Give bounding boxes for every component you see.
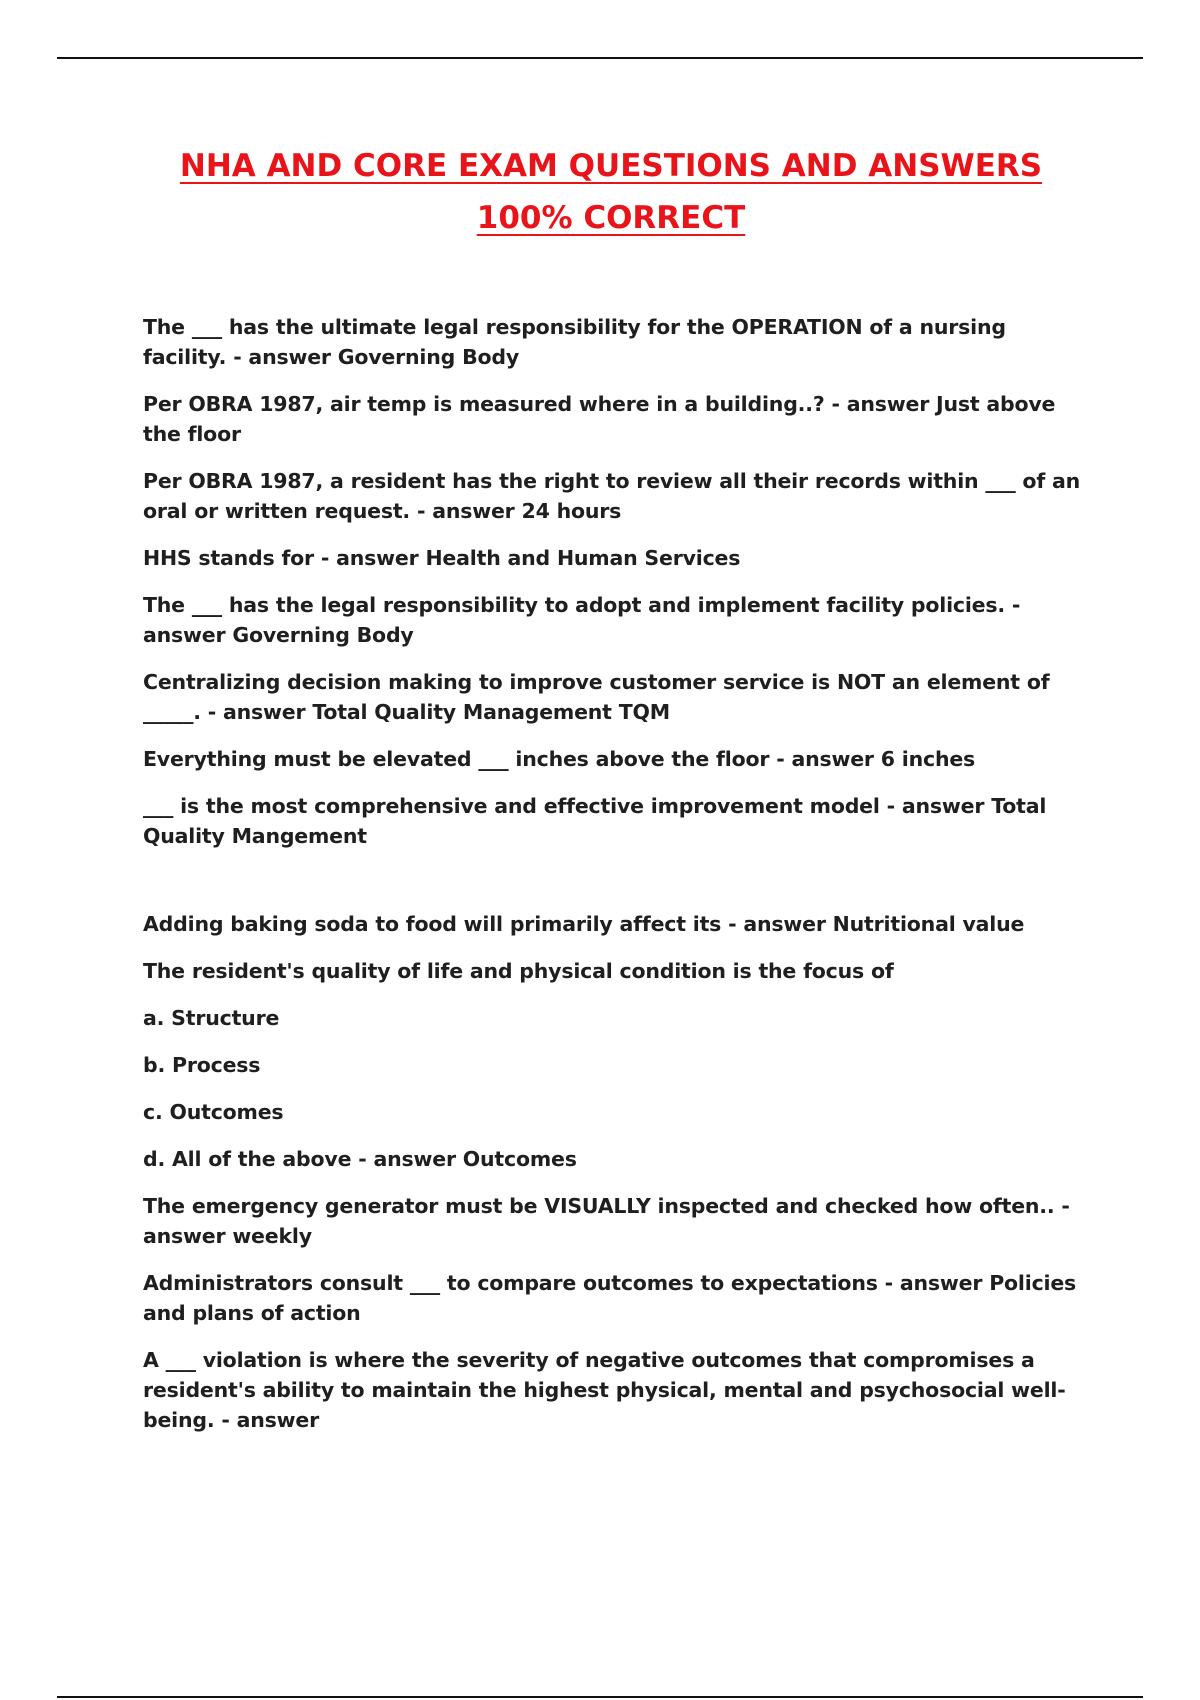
title-line-1: NHA AND CORE EXAM QUESTIONS AND ANSWERS [179, 148, 1043, 184]
qa-item: Everything must be elevated ___ inches above the floor - answer 6 inches [143, 747, 976, 771]
qa-item: HHS stands for - answer Health and Human Services [143, 546, 741, 570]
qa-item: Per OBRA 1987, air temp is measured where in a building..? - answer Just above the floor [143, 392, 1056, 446]
qa-item: Adding baking soda to food will primarily affect its - answer Nutritional value [143, 912, 1025, 936]
qa-item: A ___ violation is where the severity of negative outcomes that compromises a resident's ability to maintain the highest physical, mental and psychosocial well-being. - answer [143, 1348, 1066, 1432]
title-line-2: 100% CORRECT [476, 200, 746, 236]
qa-option: d. All of the above - answer Outcomes [143, 1147, 577, 1171]
qa-list [143, 312, 1093, 1452]
document-title [120, 140, 1110, 244]
top-rule [57, 57, 1143, 59]
qa-item: ___ is the most comprehensive and effective improvement model - answer Total Quality Mangement [143, 794, 1047, 848]
qa-item: Centralizing decision making to improve customer service is NOT an element of _____. - answer Total Quality Management TQM [143, 670, 1050, 724]
qa-item: Administrators consult ___ to compare outcomes to expectations - answer Policies and plans of action [143, 1271, 1077, 1325]
qa-option: b. Process [143, 1053, 261, 1077]
qa-option: a. Structure [143, 1006, 280, 1030]
bottom-rule [57, 1696, 1143, 1698]
qa-item: The resident's quality of life and physical condition is the focus of [143, 959, 894, 983]
qa-option: c. Outcomes [143, 1100, 284, 1124]
qa-item: The emergency generator must be VISUALLY inspected and checked how often.. - answer weekly [143, 1194, 1070, 1248]
qa-item: The ___ has the ultimate legal responsibility for the OPERATION of a nursing facility. - answer Governing Body [143, 315, 1006, 369]
qa-item: Per OBRA 1987, a resident has the right to review all their records within ___ of an oral or written request. - answer 24 hours [143, 469, 1081, 523]
qa-item: The ___ has the legal responsibility to adopt and implement facility policies. - answer Governing Body [143, 593, 1021, 647]
